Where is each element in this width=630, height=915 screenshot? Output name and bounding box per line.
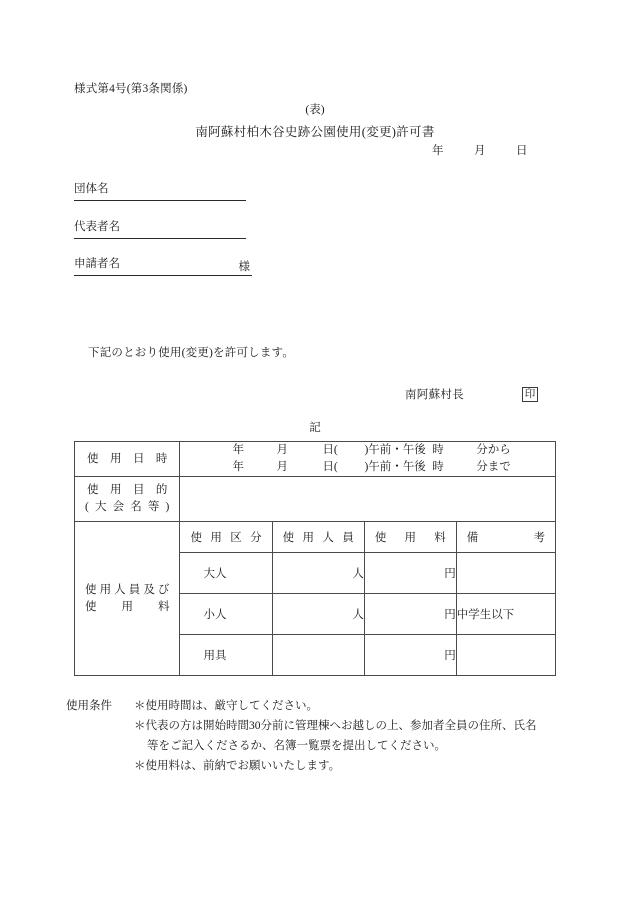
form-code: 様式第4号(第3条関係) bbox=[74, 83, 188, 95]
issue-date-year: 年 bbox=[432, 145, 444, 157]
conditions-heading: 使用条件 bbox=[66, 700, 112, 712]
people-fee-label-cell bbox=[75, 522, 180, 676]
group-name-label: 団体名 bbox=[74, 183, 109, 195]
start-year: 年 bbox=[232, 444, 244, 456]
purpose-value-cell[interactable] bbox=[180, 477, 556, 522]
start-paren-close: ) bbox=[364, 444, 369, 456]
representative-name-field[interactable] bbox=[74, 218, 246, 239]
usage-conditions bbox=[66, 696, 537, 776]
end-ampm: 午前・午後 bbox=[368, 461, 426, 473]
equipment-category-label: 用具 bbox=[203, 650, 227, 662]
start-minute: 分から bbox=[476, 444, 511, 456]
row-child-people[interactable]: 人 bbox=[272, 594, 364, 635]
permission-statement: 下記のとおり使用(変更)を許可します。 bbox=[88, 347, 295, 359]
end-minute: 分まで bbox=[476, 461, 511, 473]
issue-date-day: 日 bbox=[516, 145, 528, 157]
usage-details-table bbox=[74, 441, 556, 676]
adult-category-label: 大人 bbox=[203, 568, 227, 580]
issue-date-month: 月 bbox=[474, 145, 486, 157]
child-category-label: 小人 bbox=[203, 609, 227, 621]
row-child-fee[interactable]: 円 bbox=[364, 594, 456, 635]
conditions-list bbox=[134, 696, 537, 776]
applicant-name-field[interactable] bbox=[74, 255, 252, 276]
end-month: 月 bbox=[276, 461, 288, 473]
purpose-label-line2: ( 大 会 名 等 ) bbox=[85, 501, 170, 513]
group-name-field[interactable] bbox=[74, 180, 246, 201]
condition-item-2-continuation: 等をご記入くださるか、名簿一覧票を提出してください。 bbox=[147, 740, 446, 752]
row-adult-category bbox=[180, 553, 272, 594]
table-row-purpose bbox=[75, 477, 556, 522]
seal-icon: 印 bbox=[522, 387, 538, 402]
row-adult-note[interactable] bbox=[456, 553, 555, 594]
datetime-label-cell bbox=[75, 442, 180, 477]
datetime-line-start bbox=[180, 442, 555, 459]
purpose-label-cell bbox=[75, 477, 180, 522]
start-month: 月 bbox=[276, 444, 288, 456]
table-row-column-headers bbox=[75, 522, 556, 553]
document-subtitle: (表) bbox=[305, 104, 325, 116]
row-child-note[interactable]: 中学生以下 bbox=[456, 594, 555, 635]
end-hour: 時 bbox=[432, 461, 444, 473]
end-year: 年 bbox=[232, 461, 244, 473]
start-ampm: 午前・午後 bbox=[368, 444, 426, 456]
column-header-note: 備 考 bbox=[456, 522, 555, 553]
column-header-fee: 使 用 料 bbox=[364, 522, 456, 553]
people-fee-label-line2: 使 用 料 bbox=[85, 600, 170, 613]
column-header-category: 使 用 区 分 bbox=[180, 522, 272, 553]
ki-marker: 記 bbox=[309, 422, 321, 434]
people-fee-label-line1: 使 用 人 員 及 び bbox=[85, 583, 170, 596]
row-equipment-fee[interactable]: 円 bbox=[364, 635, 456, 676]
issue-date bbox=[432, 142, 528, 158]
condition-item-1: ＊使用時間は、厳守してください。 bbox=[134, 700, 318, 712]
row-adult-fee[interactable]: 円 bbox=[364, 553, 456, 594]
end-day: 日( bbox=[322, 461, 338, 473]
datetime-value-cell[interactable] bbox=[180, 442, 556, 477]
table-row-datetime bbox=[75, 442, 556, 477]
start-hour: 時 bbox=[432, 444, 444, 456]
row-equipment-category bbox=[180, 635, 272, 676]
signature-line bbox=[405, 386, 538, 402]
row-equipment-people[interactable] bbox=[272, 635, 364, 676]
condition-item-3: ＊使用料は、前納でお願いいたします。 bbox=[134, 760, 341, 772]
column-header-people: 使 用 人 員 bbox=[272, 522, 364, 553]
datetime-label: 使 用 日 時 bbox=[87, 452, 168, 465]
applicant-name-label: 申請者名 bbox=[74, 258, 120, 270]
row-child-category bbox=[180, 594, 272, 635]
applicant-honorific: 様 bbox=[238, 261, 250, 273]
representative-name-label: 代表者名 bbox=[74, 221, 120, 233]
condition-item-2: ＊代表の方は開始時間30分前に管理棟へお越しの上、参加者全員の住所、氏名 bbox=[134, 720, 537, 732]
purpose-label-line1: 使 用 目 的 bbox=[87, 484, 168, 496]
row-adult-people[interactable]: 人 bbox=[272, 553, 364, 594]
end-paren-close: ) bbox=[364, 461, 369, 473]
start-day: 日( bbox=[322, 444, 338, 456]
row-equipment-note[interactable] bbox=[456, 635, 555, 676]
datetime-line-end bbox=[180, 459, 555, 476]
signer-title: 南阿蘇村長 bbox=[405, 389, 464, 401]
document-title: 南阿蘇村柏木谷史跡公園使用(変更)許可書 bbox=[195, 125, 435, 139]
